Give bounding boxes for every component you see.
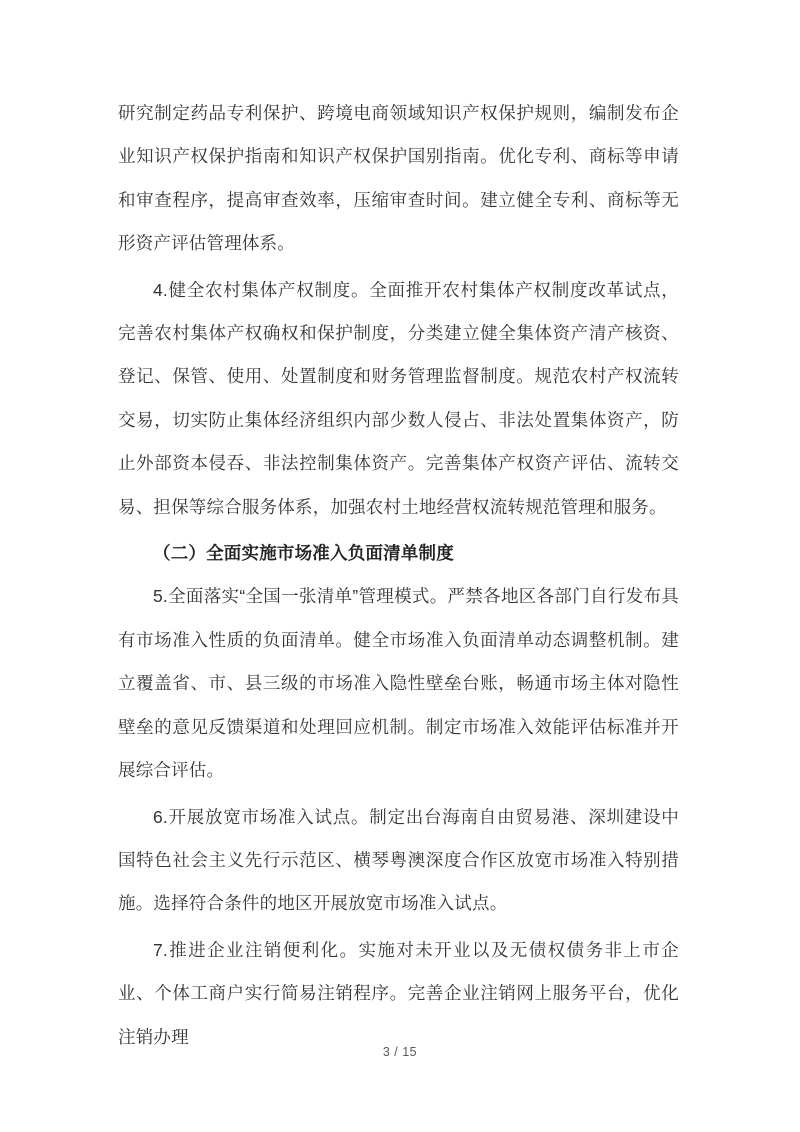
document-body	[118, 92, 679, 1059]
paragraph-negative-list: 5.全面落实“全国一张清单”管理模式。严禁各地区各部门自行发布具有市场准入性质的负面清单。健全市场准入负面清单动态调整机制。建立覆盖省、市、县三级的市场准入隐性壁垒台账，畅通市场主体对隐性壁垒的意见反馈渠道和处理回应机制。制定市场准入效能评估标准并开展综合评估。	[118, 586, 679, 781]
section-2-heading: （二）全面实施市场准入负面清单制度	[153, 543, 454, 564]
paragraph-rural-collective-property: 4.健全农村集体产权制度。全面推开农村集体产权制度改革试点，完善农村集体产权确权和保护制度，分类建立健全集体资产清产核资、登记、保管、使用、处置制度和财务管理监督制度。规范农村产权流转交易，切实防止集体经济组织内部少数人侵占、非法处置集体资产，防止外部资本侵吞、非法控制集体资产。完善集体产权资产评估、流转交易、担保等综合服务体系，加强农村土地经营权流转规范管理和服务。	[118, 279, 679, 517]
paragraph-ip-protection-continuation: 研究制定药品专利保护、跨境电商领域知识产权保护规则，编制发布企业知识产权保护指南和知识产权保护国别指南。优化专利、商标等申请和审查程序，提高审查效率，压缩审查时间。建立健全专利、商标等无形资产评估管理体系。	[118, 103, 679, 254]
paragraph-business-deregistration: 7.推进企业注销便利化。实施对未开业以及无债权债务非上市企业、个体工商户实行简易注销程序。完善企业注销网上服务平台，优化注销办理	[118, 939, 679, 1047]
page-number-indicator: 3 / 15	[382, 1045, 418, 1059]
paragraph-market-access-pilot: 6.开展放宽市场准入试点。制定出台海南自由贸易港、深圳建设中国特色社会主义先行示范区、横琴粤澳深度合作区放宽市场准入特别措施。选择符合条件的地区开展放宽市场准入试点。	[118, 806, 679, 914]
